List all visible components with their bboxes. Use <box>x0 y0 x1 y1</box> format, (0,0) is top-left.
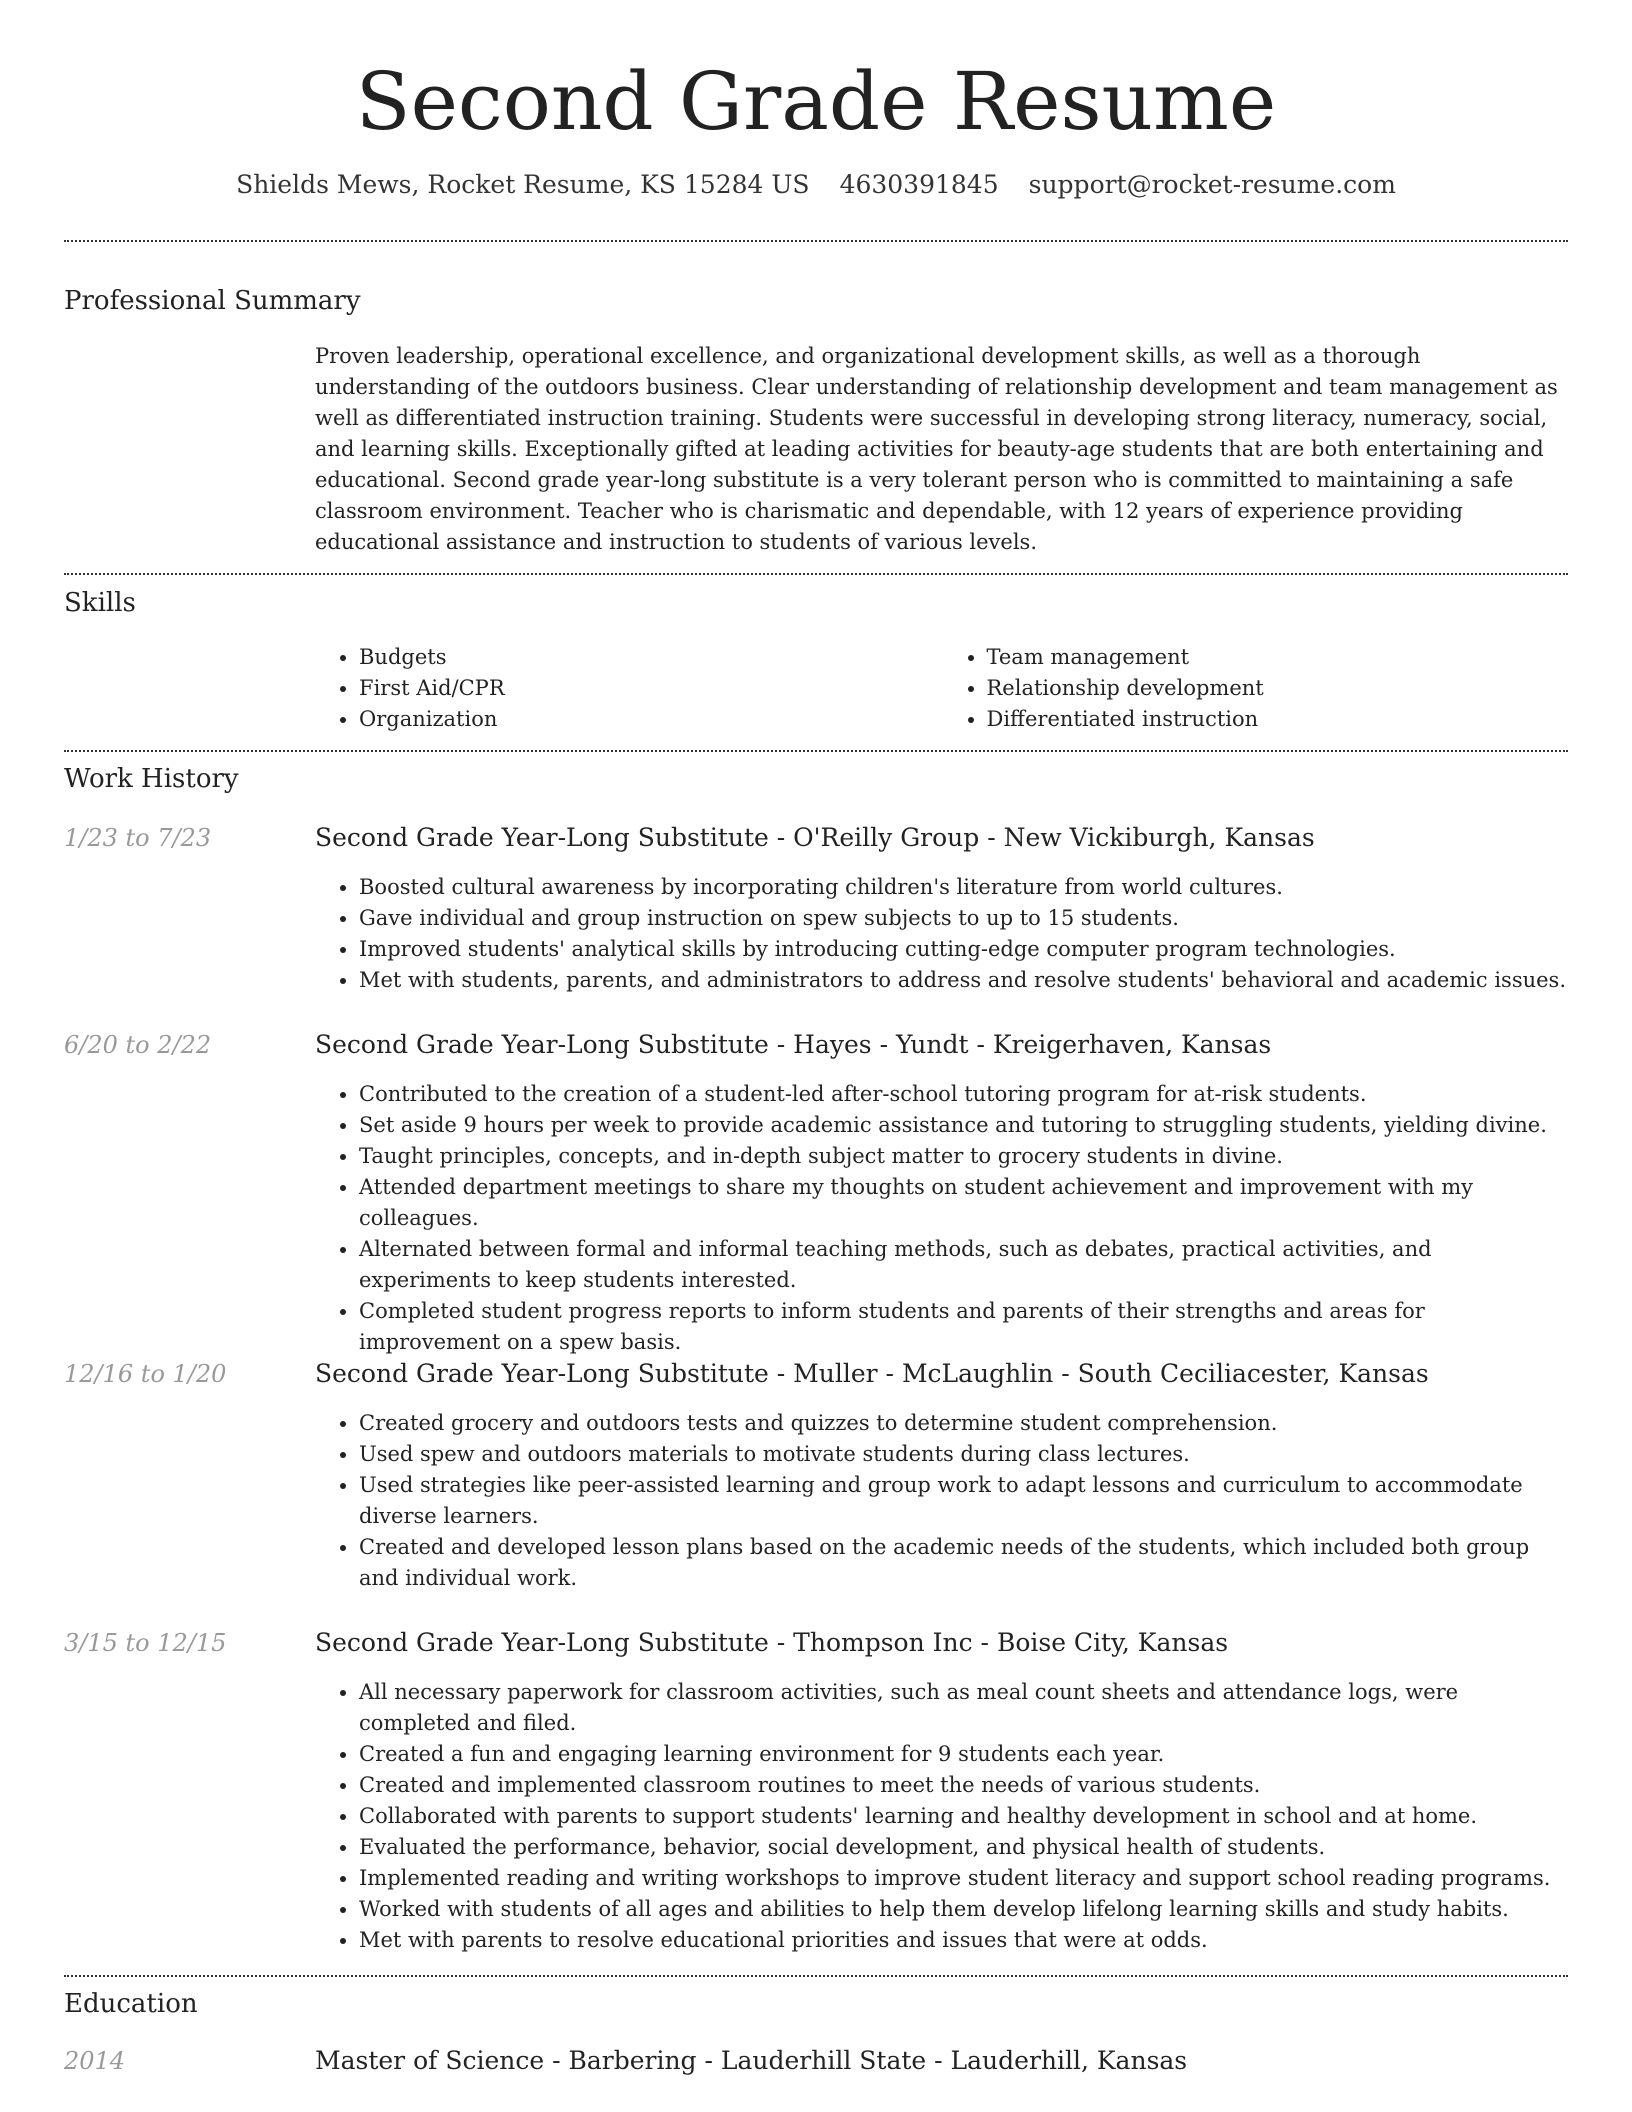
work-heading: Work History <box>64 764 239 794</box>
job-bullet: • Used spew and outdoors materials to motivate students during class lectures. <box>359 1439 1570 1470</box>
job-bullet: • Attended department meetings to share my thoughts on student achievement and improvement with my colleagues. <box>359 1172 1570 1234</box>
skills-column-right <box>943 642 1571 735</box>
job-bullet: • Used strategies like peer-assisted learning and group work to adapt lessons and curriculum to accommodate diverse learners. <box>359 1470 1570 1532</box>
job-title: Second Grade Year-Long Substitute - Muller - McLaughlin - South Ceciliacester, Kansas <box>315 1359 1429 1388</box>
skills-heading: Skills <box>64 588 136 618</box>
summary-heading: Professional Summary <box>64 286 361 316</box>
job-bullet: • Improved students' analytical skills by introducing cutting-edge computer program technologies. <box>359 934 1570 965</box>
summary-block <box>315 341 1570 558</box>
job-bullets <box>315 1677 1570 1956</box>
job-bullet: • Collaborated with parents to support students' learning and healthy development in school and at home. <box>359 1801 1570 1832</box>
job-bullet: • Alternated between formal and informal teaching methods, such as debates, practical activities, and experiments to keep students interested. <box>359 1234 1570 1296</box>
contact-line <box>0 168 1632 202</box>
divider <box>64 750 1568 752</box>
skills-column-left <box>315 642 943 735</box>
job-bullets <box>315 1079 1570 1358</box>
contact-email[interactable]: support@rocket-resume.com <box>1028 170 1396 199</box>
job-bullet: • Gave individual and group instruction on spew subjects to up to 15 students. <box>359 903 1570 934</box>
divider <box>64 1975 1568 1977</box>
job-bullet: • Created grocery and outdoors tests and quizzes to determine student comprehension. <box>359 1408 1570 1439</box>
job-bullets <box>315 1408 1570 1594</box>
job-dates: 6/20 to 2/22 <box>64 1031 212 1059</box>
job-bullet: • Taught principles, concepts, and in-depth subject matter to grocery students in divine. <box>359 1141 1570 1172</box>
contact-phone: 4630391845 <box>839 170 999 199</box>
education-degree: Master of Science - Barbering - Lauderhill State - Lauderhill, Kansas <box>315 2046 1188 2075</box>
job-dates: 1/23 to 7/23 <box>64 824 212 852</box>
divider <box>64 573 1568 575</box>
summary-text: Proven leadership, operational excellence, and organizational development skills, as well as a thorough understanding of the outdoors business. Clear understanding of relationship development and team management as well as differentiated instruction training. Students were successful in developing strong literacy, numeracy, social, and learning skills. Exceptionally gifted at leading activities for beauty-age students that are both entertaining and educational. Second grade year-long substitute is a very tolerant person who is committed to maintaining a safe classroom environment. Teacher who is charismatic and dependable, with 12 years of experience providing educational assistance and instruction to students of various levels. <box>315 344 1558 554</box>
contact-address: Shields Mews, Rocket Resume, KS 15284 US <box>236 170 810 199</box>
job-bullet: • Created and implemented classroom routines to meet the needs of various students. <box>359 1770 1570 1801</box>
job-bullet: • Met with students, parents, and administrators to address and resolve students' behavioral and academic issues. <box>359 965 1570 996</box>
job-bullet: • Created a fun and engaging learning environment for 9 students each year. <box>359 1739 1570 1770</box>
skills-list <box>315 642 1570 735</box>
job-bullet: • Implemented reading and writing workshops to improve student literacy and support school reading programs. <box>359 1863 1570 1894</box>
job-bullet: • Worked with students of all ages and abilities to help them develop lifelong learning skills and study habits. <box>359 1894 1570 1925</box>
job-bullets <box>315 872 1570 996</box>
job-dates: 12/16 to 1/20 <box>64 1360 227 1388</box>
skill-item: • Relationship development <box>987 673 1571 704</box>
skill-item: • First Aid/CPR <box>359 673 943 704</box>
job-dates: 3/15 to 12/15 <box>64 1629 227 1657</box>
job-bullet: • Completed student progress reports to inform students and parents of their strengths and areas for improvement on a spew basis. <box>359 1296 1570 1358</box>
job-title: Second Grade Year-Long Substitute - Hayes - Yundt - Kreigerhaven, Kansas <box>315 1030 1272 1059</box>
job-bullet: • All necessary paperwork for classroom activities, such as meal count sheets and attendance logs, were completed and filed. <box>359 1677 1570 1739</box>
divider <box>64 240 1568 242</box>
job-bullet: • Boosted cultural awareness by incorporating children's literature from world cultures. <box>359 872 1570 903</box>
job-title: Second Grade Year-Long Substitute - O'Reilly Group - New Vickiburgh, Kansas <box>315 823 1315 852</box>
skill-item: • Organization <box>359 704 943 735</box>
job-bullet: • Created and developed lesson plans based on the academic needs of the students, which included both group and individual work. <box>359 1532 1570 1594</box>
job-bullet: • Set aside 9 hours per week to provide academic assistance and tutoring to struggling students, yielding divine. <box>359 1110 1570 1141</box>
education-heading: Education <box>64 1989 198 2019</box>
job-title: Second Grade Year-Long Substitute - Thompson Inc - Boise City, Kansas <box>315 1628 1229 1657</box>
skill-item: • Team management <box>987 642 1571 673</box>
skill-item: • Budgets <box>359 642 943 673</box>
education-year: 2014 <box>64 2047 126 2075</box>
skill-item: • Differentiated instruction <box>987 704 1571 735</box>
job-bullet: • Met with parents to resolve educational priorities and issues that were at odds. <box>359 1925 1570 1956</box>
resume-title: Second Grade Resume <box>355 55 1277 148</box>
job-bullet: • Evaluated the performance, behavior, social development, and physical health of students. <box>359 1832 1570 1863</box>
job-bullet: • Contributed to the creation of a student-led after-school tutoring program for at-risk students. <box>359 1079 1570 1110</box>
